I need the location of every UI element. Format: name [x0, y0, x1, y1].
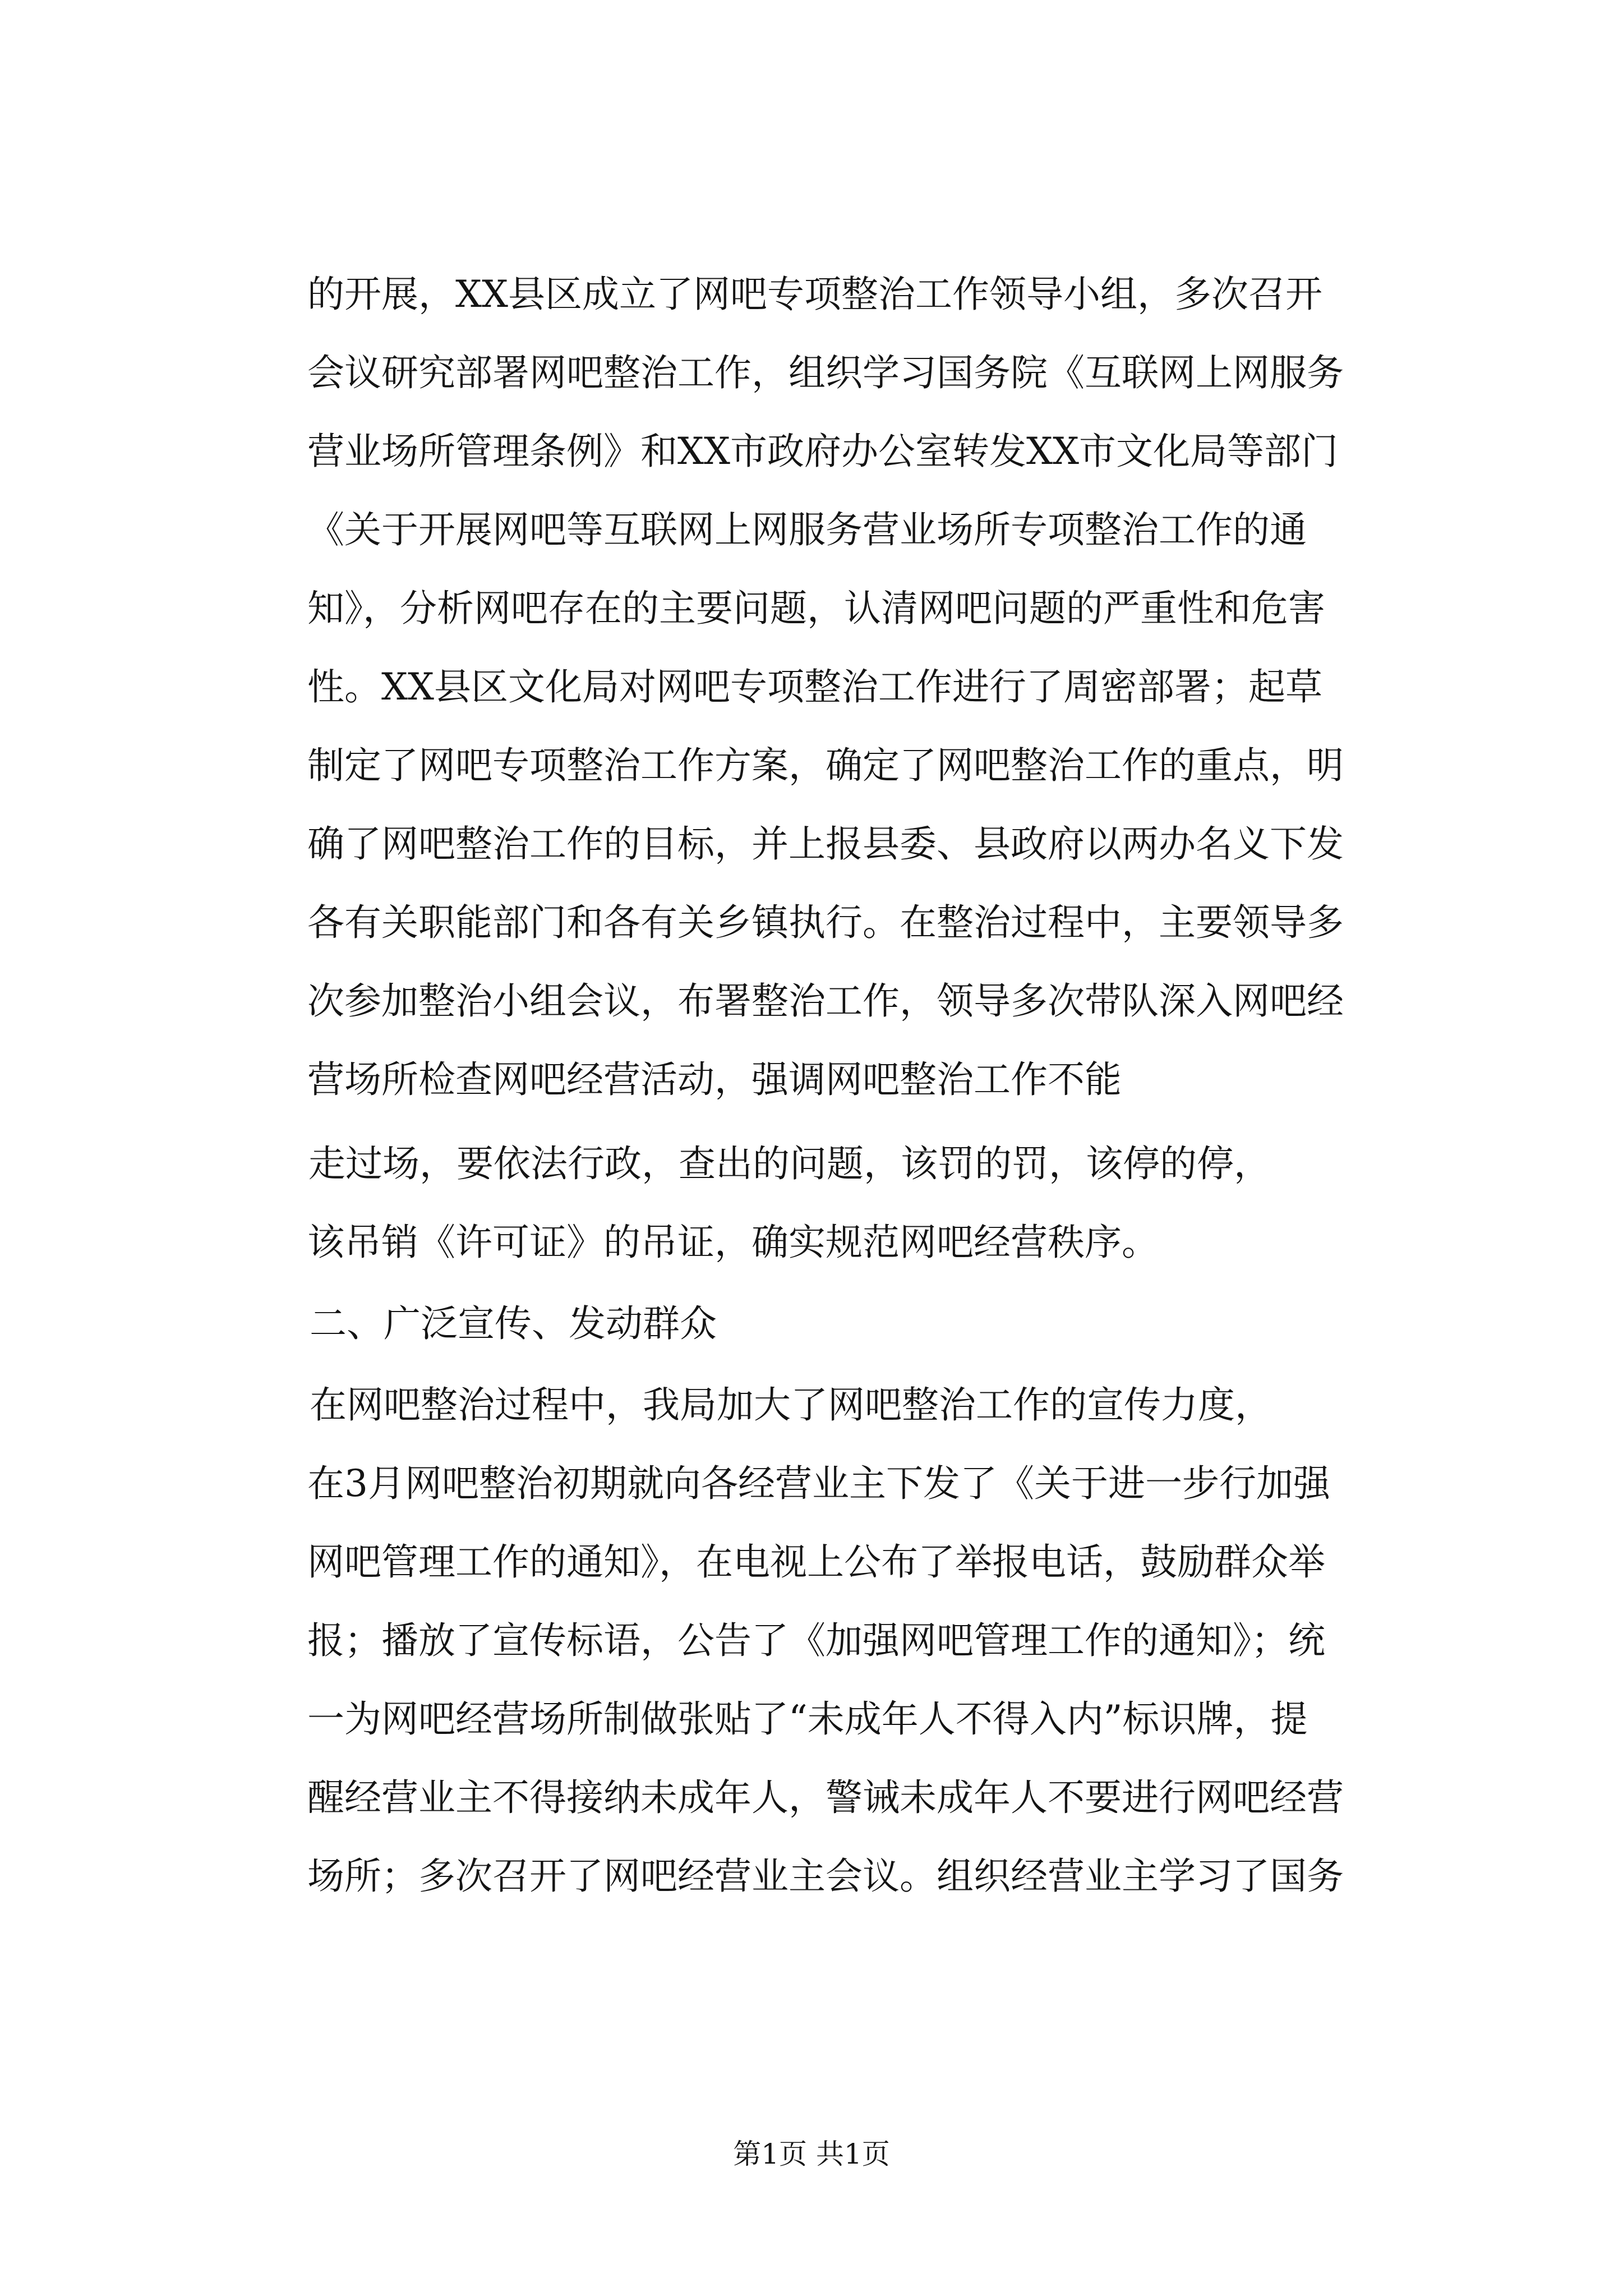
text-line: 醒经营业主不得接纳未成年人，警诫未成年人不要进行网吧经营: [307, 1776, 1344, 1819]
text-line: 该吊销《许可证》的吊证，确实规范网吧经营秩序。: [307, 1221, 1159, 1264]
text-line: 营场所检查网吧经营活动，强调网吧整治工作不能: [307, 1058, 1122, 1101]
text-line: 网吧管理工作的通知》，在电视上公布了举报电话，鼓励群众举: [307, 1540, 1325, 1584]
text-line: 各有关职能部门和各有关乡镇执行。在整治过程中，主要领导多: [307, 901, 1344, 944]
text-line: 制定了网吧专项整治工作方案，确定了网吧整治工作的重点，明: [307, 744, 1344, 787]
text-line: 《关于开展网吧等互联网上网服务营业场所专项整治工作的通: [307, 508, 1307, 551]
text-line: 确了网吧整治工作的目标，并上报县委、县政府以两办名义下发: [307, 822, 1344, 866]
text-line: 知》，分析网吧存在的主要问题，认清网吧问题的严重性和危害: [307, 587, 1325, 630]
text-line: 报；播放了宣传标语，公告了《加强网吧管理工作的通知》；统: [307, 1619, 1325, 1662]
text-line: 场所；多次召开了网吧经营业主会议。组织经营业主学习了国务: [307, 1855, 1344, 1898]
text-line: 的开展，XX县区成立了网吧专项整治工作领导小组，多次召开: [307, 273, 1322, 316]
page-number-footer: 第1页 共1页: [733, 2138, 890, 2170]
text-line: 会议研究部署网吧整治工作，组织学习国务院《互联网上网服务: [307, 351, 1344, 394]
text-line: 次参加整治小组会议，布署整治工作，领导多次带队深入网吧经: [307, 979, 1344, 1023]
text-line: 营业场所管理条例》和XX市政府办公室转发XX市文化局等部门: [307, 430, 1338, 473]
text-line: 性。XX县区文化局对网吧专项整治工作进行了周密部署；起草: [307, 665, 1322, 708]
text-line: 走过场，要依法行政，查出的问题，该罚的罚，该停的停，: [308, 1142, 1271, 1185]
text-line: 一为网吧经营场所制做张贴了“未成年人不得入内”标识牌，提: [307, 1697, 1308, 1741]
section-heading: 二、广泛宣传、发动群众: [310, 1302, 717, 1345]
text-line: 在网吧整治过程中，我局加大了网吧整治工作的宣传力度，: [310, 1383, 1272, 1427]
text-line: 在3月网吧整治初期就向各经营业主下发了《关于进一步行加强: [307, 1462, 1330, 1505]
